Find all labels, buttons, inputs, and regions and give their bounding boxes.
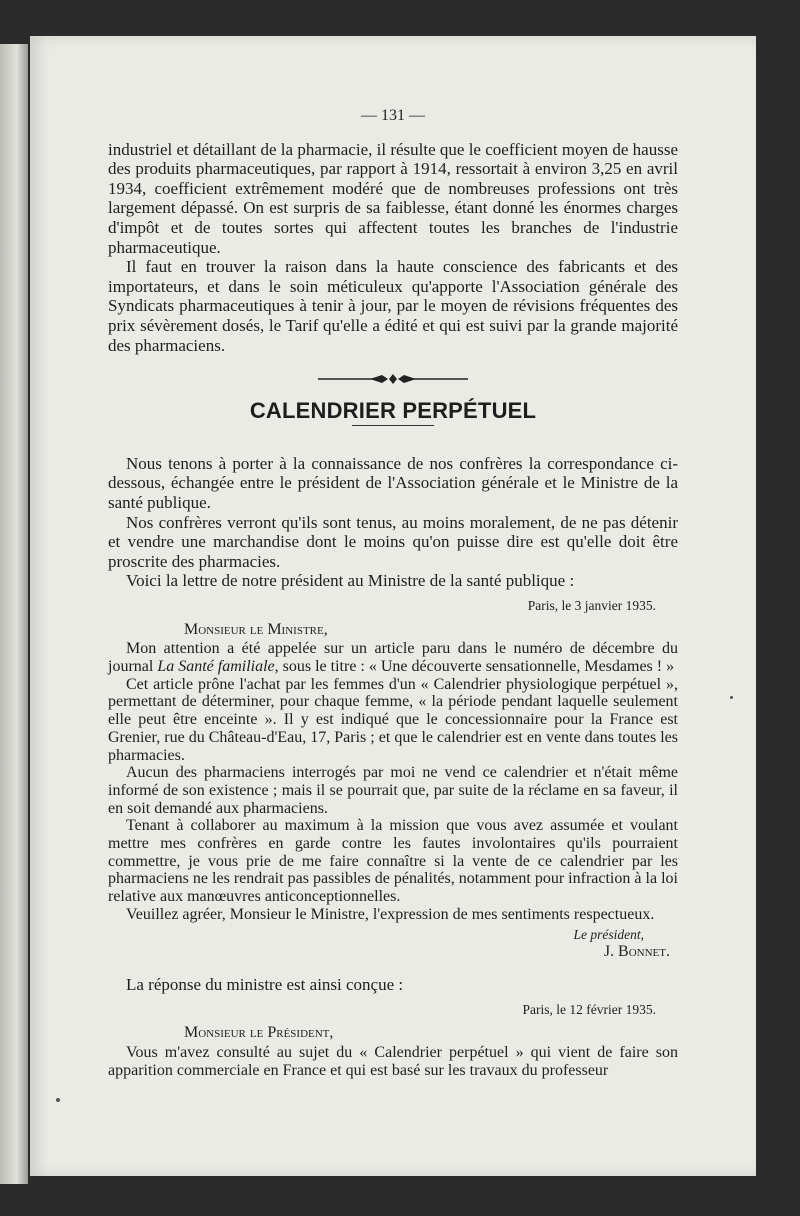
section-paragraph-1: Nous tenons à porter à la connaissance de nos confrères la correspondance ci-dessous, échangée entre le président de l'Association générale et le Ministre de la santé publique. (108, 453, 678, 512)
letter1-salutation: Monsieur le Ministre, (184, 620, 328, 638)
page-number: — 131 — (361, 107, 425, 124)
letter1-dateline: Paris, le 3 janvier 1935. (527, 597, 656, 613)
intro-paragraph-1: industriel et détaillant de la pharmacie, il résulte que le coefficient moyen de hausse des produits pharmaceutiques, par rapport à 1914, ressortait à environ 3,25 en avril 1934, coefficient extrêmement modéré que de nombreuses professions ont très largement dépassé. On est surpris de sa faiblesse, étant donné les énormes charges d'impôt et de toutes sortes qui affectent toutes les branches de l'industrie pharmaceutique. (108, 139, 678, 257)
letter2-dateline: Paris, le 12 février 1935. (522, 1001, 656, 1017)
letter-to-minister (108, 597, 678, 961)
letter1-p1-text-end: , sous le titre : « Une découverte sensationnelle, Mesdames ! » (274, 657, 675, 675)
letter1-paragraph-1 (108, 640, 678, 675)
facing-page-edge (0, 44, 28, 1184)
intro-paragraph-2: Il faut en trouver la raison dans la haute conscience des fabricants et des importateurs, et dans le soin méticuleux qu'apporte l'Association générale des Syndicats pharmaceutiques à tenir à jour, par le moyen de révisions fréquentes des prix sévèrement dosés, le Tarif qu'elle a édité et qui est suivi par la grande majorité des pharmaciens. (108, 257, 678, 355)
page-content (108, 106, 678, 1079)
book-page (30, 36, 756, 1176)
letter1-p1-text: Mon attention a été appelée sur un article paru dans le numéro de décembre du journal (108, 640, 678, 675)
reply-intro: La réponse du ministre est ainsi conçue : (126, 974, 404, 994)
letter1-paragraph-2: Cet article prône l'achat par les femmes d'un « Calendrier physiologique perpétuel », permettant de déterminer, pour chaque femme, « la période pendant laquelle seulement elle peut être enceinte ». Il y est indiqué que le concessionnaire pour la France est Grenier, rue du Château-d'Eau, 17, Paris ; et que le calendrier est en vente dans toutes les pharmacies. (108, 675, 678, 764)
section-paragraph-3: Voici la lettre de notre président au Ministre de la santé publique : (126, 571, 575, 591)
minister-reply (108, 1001, 678, 1080)
signature-title: Le président, (573, 926, 644, 942)
section-divider-ornament (108, 373, 678, 385)
section-title: CALENDRIER PERPÉTUEL (249, 398, 537, 424)
letter1-paragraph-5: Veuillez agréer, Monsieur le Ministre, l'expression de mes sentiments respectueux. (126, 905, 655, 923)
letter1-paragraph-3: Aucun des pharmaciens interrogés par moi ne vend ce calendrier et n'était même informé de son existence ; mais il se pourrait que, par suite de la réclame en sa faveur, il en soit demandé aux pharmaciens. (108, 764, 678, 817)
letter2-salutation: Monsieur le Président, (184, 1024, 334, 1042)
page-speck (56, 1098, 60, 1102)
page-speck (730, 696, 733, 699)
signature-name: J. Bonnet. (603, 943, 670, 961)
letter2-paragraph: Vous m'avez consulté au sujet du « Calendrier perpétuel » qui vient de faire son apparition commerciale en France et qui est basé sur les travaux du professeur (108, 1043, 678, 1079)
title-underline (352, 425, 434, 426)
section-paragraph-2: Nos confrères verront qu'ils sont tenus, au moins moralement, de ne pas détenir et vendre une marchandise dont le moins qu'on puisse dire est qu'elle doit être proscrite des pharmacies. (108, 512, 678, 571)
journal-title: La Santé familiale (157, 657, 275, 675)
letter1-paragraph-4: Tenant à collaborer au maximum à la mission que vous avez assumée et voulant mettre mes confrères en garde contre les fautes involontaires qu'ils pourraient commettre, je vous prie de me faire connaître si la vente de ce calendrier par les pharmaciens ne les rendrait pas passibles de pénalités, notamment pour infraction à la loi relative aux manœuvres anticonceptionnelles. (108, 817, 678, 906)
